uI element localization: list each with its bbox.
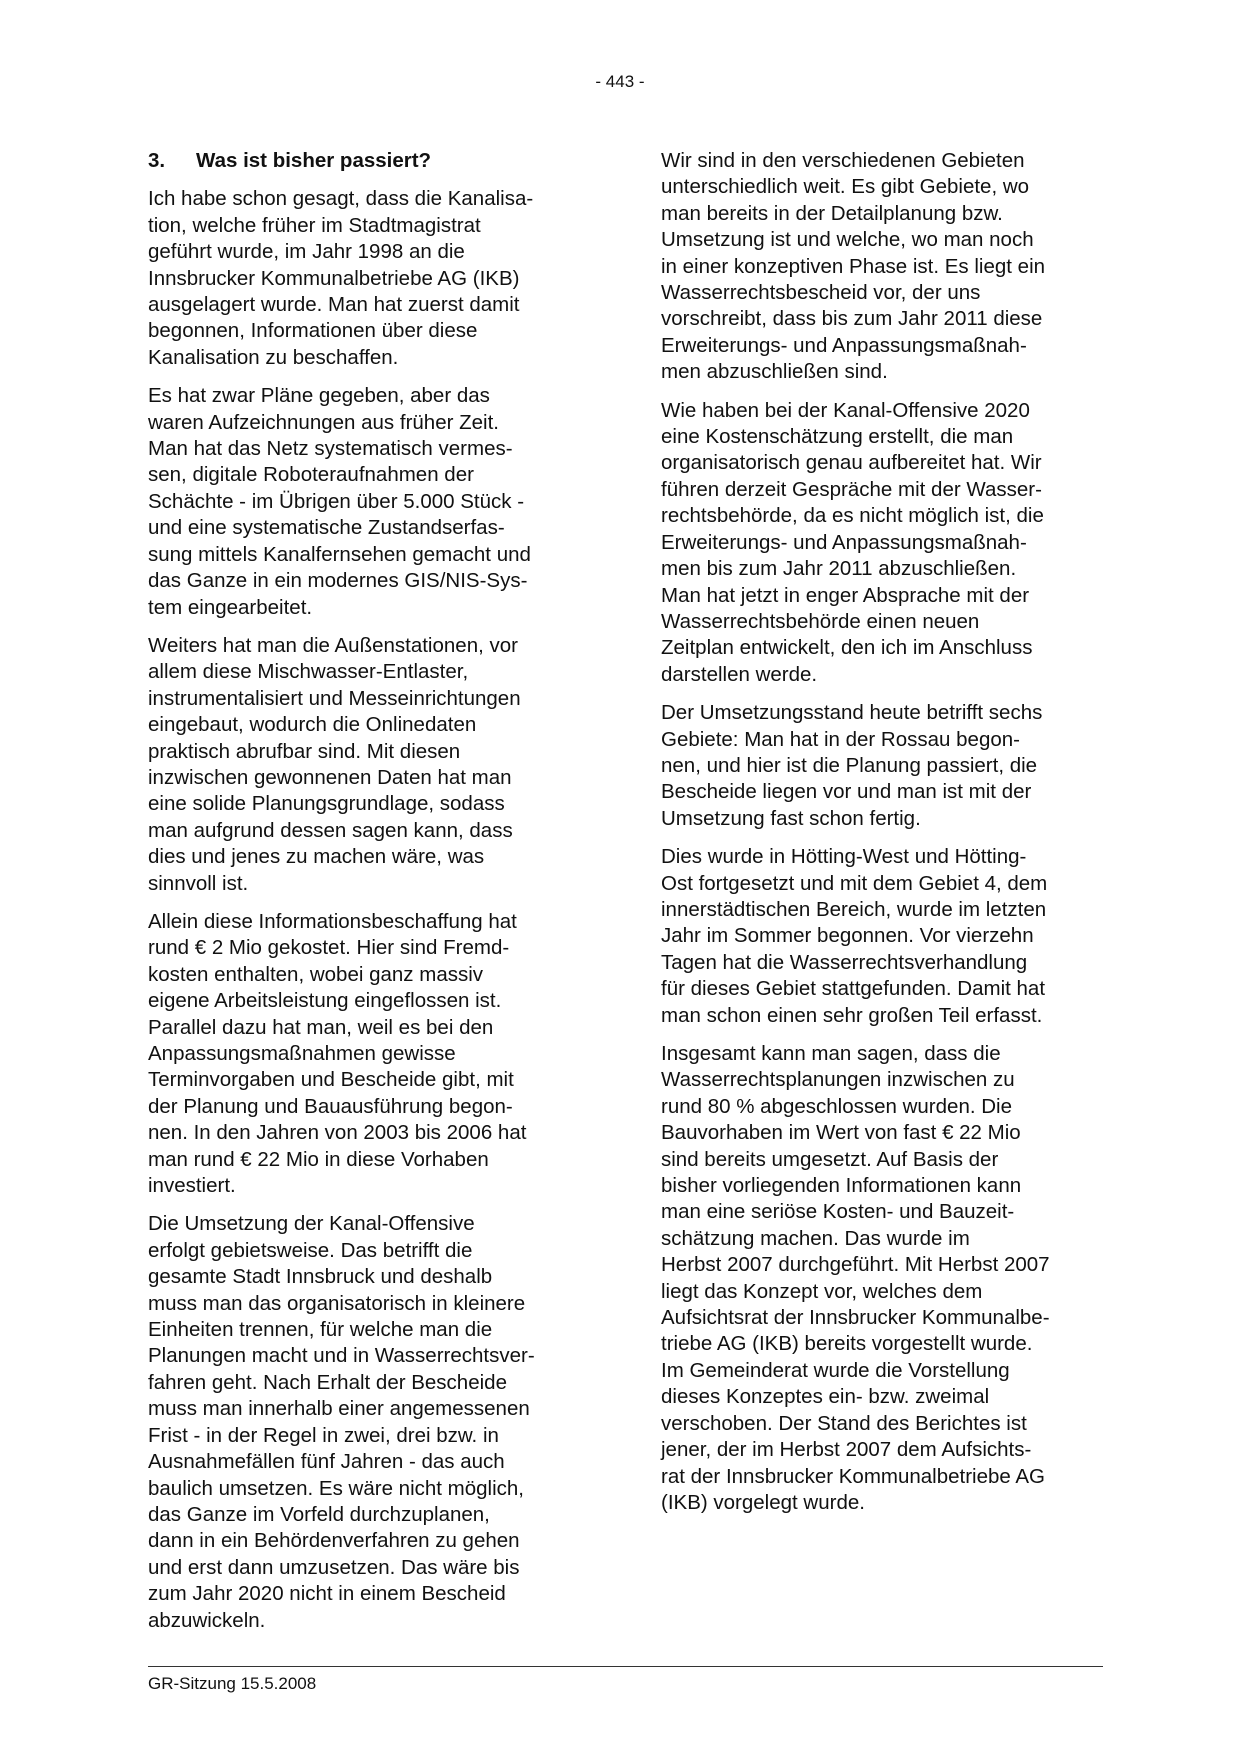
paragraph: Dies wurde in Hötting-West und Hötting- Ost fortgesetzt und mit dem Gebiet 4, dem innerstädtischen Bereich, wurde im letzten Jahr im Sommer begonnen. Vor vierzehn Tagen hat die Wasserrechtsverhandlung für dieses Gebiet stattgefunden. Damit hat man schon einen sehr großen Teil erfasst. [661,845,1048,1027]
paragraph: Der Umsetzungsstand heute betrifft sechs Gebiete: Man hat in der Rossau begon- nen, und hier ist die Planung passiert, die Bescheide liegen vor und man ist mit der Umsetzung fast schon fertig. [661,701,1043,830]
left-column [148,148,593,1646]
footer-rule [148,1666,1103,1667]
paragraph: Ich habe schon gesagt, dass die Kanalisa- tion, welche früher im Stadtmagistrat geführt wurde, im Jahr 1998 an die Innsbrucker Kommunalbetriebe AG (IKB) ausgelagert wurde. Man hat zuerst damit begonnen, Informationen über diese Kanalisation zu beschaffen. [148,187,534,369]
paragraph: Insgesamt kann man sagen, dass die Wasserrechtsplanungen inzwischen zu rund 80 % abgeschlossen wurden. Die Bauvorhaben im Wert von fast € 22 Mio sind bereits umgesetzt. Auf Basis der bisher vorliegenden Informationen kann man eine seriöse Kosten- und Bauzeit- schätzung machen. Das wurde im Herbst 2007 durchgeführt. Mit Herbst 2007 liegt das Konzept vor, welches dem Aufsichtsrat der Innsbrucker Kommunalbe- triebe AG (IKB) bereits vorgestellt wurde. Im Gemeinderat wurde die Vorstellung dieses Konzeptes ein- bzw. zweimal verschoben. Der Stand des Berichtes ist jener, der im Herbst 2007 dem Aufsichts- rat der Innsbrucker Kommunalbetriebe AG (IKB) vorgelegt wurde. [661,1042,1050,1514]
paragraph: Wie haben bei der Kanal-Offensive 2020 eine Kostenschätzung erstellt, die man organisatorisch genau aufbereitet hat. Wir führen derzeit Gespräche mit der Wasser- rechtsbehörde, da es nicht möglich ist, die Erweiterungs- und Anpassungsmaßnah- men bis zum Jahr 2011 abzuschließen. Man hat jetzt in enger Absprache mit der Wasserrechtsbehörde einen neuen Zeitplan entwickelt, den ich im Anschluss darstellen werde. [661,398,1044,686]
left-paragraphs [148,186,593,1634]
right-column [661,148,1106,1528]
section-heading [148,148,593,174]
page-number: - 443 - [595,72,645,91]
section-title: Was ist bisher passiert? [196,149,432,172]
footer-text: GR-Sitzung 15.5.2008 [148,1674,317,1693]
paragraph: Allein diese Informationsbeschaffung hat rund € 2 Mio gekostet. Hier sind Fremd- kosten enthalten, wobei ganz massiv eigene Arbeitsleistung eingeflossen ist. Parallel dazu hat man, weil es bei den Anpassungsmaßnahmen gewisse Terminvorgaben und Bescheide gibt, mit der Planung und Bauausführung begon- nen. In den Jahren von 2003 bis 2006 hat man rund € 22 Mio in diese Vorhaben investiert. [148,909,527,1198]
right-paragraphs [661,148,1106,1516]
paragraph: Weiters hat man die Außenstationen, vor allem diese Mischwasser-Entlaster, instrumentalisiert und Messeinrichtungen eingebaut, wodurch die Onlinedaten praktisch abrufbar sind. Mit diesen inzwischen gewonnenen Daten hat man eine solide Planungsgrundlage, sodass man aufgrund dessen sagen kann, dass dies und jenes zu machen wäre, was sinnvoll ist. [148,633,521,895]
paragraph: Es hat zwar Pläne gegeben, aber das waren Aufzeichnungen aus früher Zeit. Man hat das Netz systematisch vermes- sen, digitale Roboteraufnahmen der Schächte - im Übrigen über 5.000 Stück - und eine systematische Zustandserfas- sung mittels Kanalfernsehen gemacht und das Ganze in ein modernes GIS/NIS-Sys- tem eingearbeitet. [148,384,531,619]
section-number: 3. [148,149,166,172]
paragraph: Die Umsetzung der Kanal-Offensive erfolgt gebietsweise. Das betrifft die gesamte Stadt Innsbruck und deshalb muss man das organisatorisch in kleinere Einheiten trennen, für welche man die Planungen macht und in Wasserrechtsver- fahren geht. Nach Erhalt der Bescheide muss man innerhalb einer angemessenen Frist - in der Regel in zwei, drei bzw. in Ausnahmefällen fünf Jahren - das auch baulich umsetzen. Es wäre nicht möglich, das Ganze im Vorfeld durchzuplanen, dann in ein Behördenverfahren zu gehen und erst dann umzusetzen. Das wäre bis zum Jahr 2020 nicht in einem Bescheid abzuwickeln. [148,1212,535,1632]
paragraph: Wir sind in den verschiedenen Gebieten unterschiedlich weit. Es gibt Gebiete, wo man bereits in der Detailplanung bzw. Umsetzung ist und welche, wo man noch in einer konzeptiven Phase ist. Es liegt ein Wasserrechtsbescheid vor, der uns vorschreibt, dass bis zum Jahr 2011 diese Erweiterungs- und Anpassungsmaßnah- men abzuschließen sind. [661,149,1046,384]
